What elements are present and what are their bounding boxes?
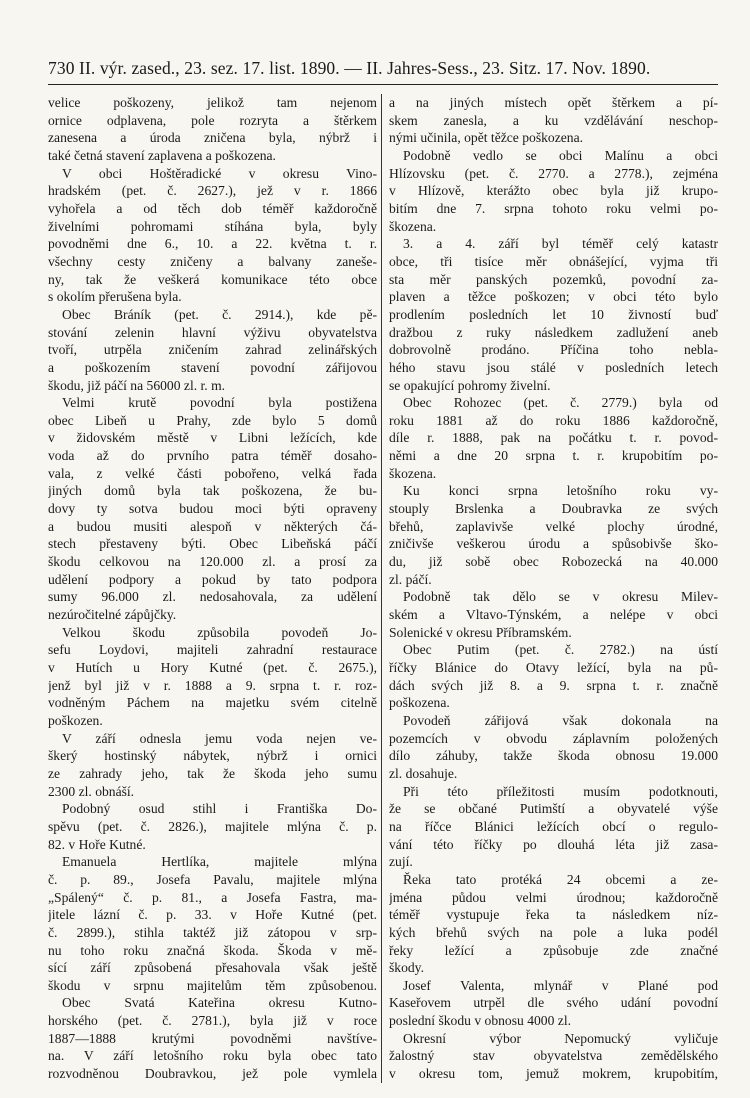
text-line: dražbou z ruky následkem zadlužení aneb [389,324,718,340]
text-line: horského (pet. č. 2781.), byla již v roce [48,1013,377,1029]
text-line: 2300 zl. obnáší. [48,783,135,799]
text-line: ornice odplavena, pole rozryta a štěrkem [48,112,377,128]
text-line: na. V září letošního roku byla obec tato [48,1048,377,1064]
text-line: pozemcích v obvodu záplavním položených [389,730,718,746]
text-line: Povodeň zářijová však dokonala na [403,712,718,728]
text-line: břehů, zaplavivše velké plochy úrodné, [389,518,718,534]
text-line: Obec Rohozec (pet. č. 2779.) byla od [403,395,718,411]
text-line: stouply Brslenka a Doubravka ze svých [389,501,718,517]
text-line: nu toho roku značná škoda. Škoda v mě- [48,942,377,958]
text-line: s okolím přerušena byla. [48,289,182,305]
text-line: č. p. 89., Josefa Pavalu, majitele mlýna [48,871,377,887]
text-line: „Spálený“ č. p. 81., a Josefa Fastra, ma- [48,889,377,905]
text-line: voda až do prvního patra téměř dosaho- [48,448,377,464]
text-line: nými učinila, opět těžce poškozena. [389,130,584,146]
text-line: vodněným Páchem na majetku svém citelně [48,695,377,711]
text-line: také četná stavení zaplavena a poškozena. [48,147,276,163]
text-line: tvoří, utrpěla zničením zahrad zelinářských [48,342,377,358]
text-line: Velmi krutě povodní byla postižena [62,395,377,411]
text-line: kých břehů svých na pole a luka podél [389,924,718,940]
text-line: du, již sobě obec Robozecká na 40.000 [389,554,718,570]
text-line: škozena. [389,465,437,481]
text-line: jména půdou velmi úrodnou; každoročně [389,889,718,905]
text-line: hradském (pet. č. 2627.), jež v r. 1866 [48,183,377,199]
text-line: roku 1881 až do roku 1886 každoročně, [389,412,718,428]
text-line: v Hutích u Hory Kutné (pet. č. 2675.), [48,660,377,675]
text-line: V obci Hoštěradické v okresu Vino- [62,165,377,181]
text-line: v židovském městě v Libni ležících, kde [48,430,377,446]
text-line: Kaseřovem utrpěl dle svého udání povodní [389,995,718,1011]
text-line: stování zelenin hlavní výživu obyvatelstva [48,324,377,340]
text-line: nezúročitelné zápůjčky. [48,607,177,623]
text-line: na říčce Blánici ležících obcí o regulo- [389,818,718,834]
text-line: vyhořela a od těch dob téměř každoročně [48,200,377,216]
text-line: a poškozením stavení povodní zářijovou [48,359,377,375]
text-line: škodu celkovou na 120.000 zl. a prosí za [48,554,377,570]
text-line: němi a dne 20 srpna t. r. krupobitím po- [389,448,718,464]
text-line: živelními pohromami stíhána byla, byly [48,218,377,234]
text-line: obce, tři tisíce měr obnášející, vyjma tři [389,253,718,269]
text-line: obec Libeň u Prahy, zde bylo 5 domů [48,412,377,428]
text-line: škozena. [389,218,437,234]
header-rule [48,84,718,85]
text-line: Hlízovsku (pet. č. 2770. a 2778.), zejména [389,165,718,181]
text-line: spěvu (pet. č. 2826.), majitele mlýna č. p. [48,818,377,834]
text-line: V září odnesla jemu voda nejen ve- [62,730,377,746]
text-line: jenž byl již v r. 1888 a 9. srpna t. r. roz- [48,677,377,693]
text-line: 1887—1888 krutými povodněmi navštíve- [48,1030,377,1046]
text-line: žalostný stav obyvatelstva zemědělského [389,1048,718,1064]
text-line: Ku konci srpna letošního roku vy- [403,483,718,499]
text-line: Podobně tak dělo se v okresu Milev- [403,589,718,605]
text-line: řeky ležící a způsobuje zde značné [389,942,718,958]
text-line: Obec Svatá Kateřina okresu Kutno- [62,995,377,1011]
text-line: jiných domů byla tak poškozena, že bu- [48,483,377,499]
text-line: udělení podpory a pokud by tato podpora [48,571,377,587]
text-line: ny, tak že veškerá komunikace této obce [48,271,377,287]
text-line: v okresu tom, jemuž mokrem, krupobitím, [389,1066,718,1082]
text-line: sefu Loydovi, majiteli zahradní restaurace [48,642,377,658]
text-line: Solenické v okresu Příbramském. [389,624,572,640]
text-line: zničivše veškerou úrodu a spůsobivše ško- [389,536,718,552]
text-line: dílo záhuby, takže škoda obnosu 19.000 [389,748,718,764]
text-line: sící září způsobená přesahovala však ještě [48,960,377,976]
text-line: rozvodněnou Doubravkou, jež pole vymlela [48,1066,377,1082]
text-line: zl. páčí. [389,571,432,587]
text-line: díle r. 1888, pak na počátku t. r. povod- [389,430,718,446]
text-line: škody. [389,960,424,976]
text-line: poškozen. [48,712,103,728]
text-line: Obec Bráník (pet. č. 2914.), kde pě- [62,306,377,322]
text-line: Řeka tato protéká 24 obcemi a ze- [403,871,718,887]
text-line: plaven a těžce poškozen; v obci této bylo [389,289,718,305]
text-line: ském a Vltavo-Týnském, a nelépe v obci [389,607,718,623]
text-line: zl. dosahuje. [389,765,458,781]
text-line: téměř vystupuje řeka ta následkem níz- [389,907,718,923]
text-line: a budou musiti alespoň v některých čá- [48,518,377,534]
text-line: Při této příležitosti musím podotknouti, [403,783,718,799]
text-line: Emanuela Hertlíka, majitele mlýna [62,854,377,870]
text-line: Podobný osud stihl i Františka Do- [62,801,377,817]
text-line: poslední škodu v obnosu 4000 zl. [389,1013,572,1029]
text-line: 82. v Hoře Kutné. [48,836,146,852]
text-line: vala, z velké části pobořeno, velká řada [48,465,377,481]
text-line: říčky Blánice do Otavy ležící, byla na pů- [389,660,718,675]
text-columns [48,94,718,1083]
text-line: Okresní výbor Nepomucký vyličuje [403,1030,718,1046]
text-line: a na jiných místech opět štěrkem a pí- [389,95,718,110]
text-line: všechny cesty zničeny a balvany zaneše- [48,253,377,269]
text-line: č. 2899.), stihla taktéž již zátopou v srp- [48,924,377,940]
text-line: hého stavu jsou stálé v posledních letech [389,359,718,375]
text-line: že se občané Putimští a obyvatelé výše [389,801,718,817]
text-line: vání této říčky po dlouhá léta již zasa- [389,836,718,852]
text-line: velice poškozeny, jelikož tam nejenom [48,95,377,110]
text-line: dovy ty sotva budou moci býti opraveny [48,501,377,517]
text-line: sumy 96.000 zl. nedosahovala, za udělení [48,589,377,605]
text-line: jitele lázní č. p. 33. v Hoře Kutné (pet. [48,907,377,923]
text-line: zanesena a úroda zničena byla, nýbrž i [48,130,377,146]
text-line: Josef Valenta, mlynář v Plané pod [403,977,718,993]
text-line: Podobně vedlo se obci Malínu a obci [403,147,718,163]
text-line: poškozena. [389,695,450,711]
text-line: sta měr panských pozemků, povodní za- [389,271,718,287]
text-line: dobrovolně prodáno. Příčina toho nebla- [389,342,718,358]
left-column [48,94,381,1083]
text-line: se opakující pohromy živelní. [389,377,551,393]
text-line: dách svých již 8. a 9. srpna t. r. značně [389,677,718,693]
text-line: stech přestaveny býti. Obec Libeňská páčí [48,536,377,552]
text-line: 3. a 4. září byl téměř celý katastr [403,236,718,252]
text-line: Obec Putim (pet. č. 2782.) na ústí [403,642,718,658]
text-line: povodněmi dne 6., 10. a 22. května t. r. [48,236,377,252]
text-line: v Hlízově, kterážto obec byla již krupo- [389,183,718,199]
text-line: prodlením posledních let 10 živností buď [389,306,718,322]
text-line: škodu v srpnu majitelům těm způsobenou. [48,977,377,993]
text-line: skem zanesla, a ku vzdělávání neschop- [389,112,718,128]
running-header: 730 II. výr. zased., 23. sez. 17. list. 1890. — II. Jahres-Sess., 23. Sitz. 17. Nov. 1890. [48,58,651,78]
text-line: škodu, již páčí na 56000 zl. r. m. [48,377,226,393]
text-line: zují. [389,854,413,870]
text-line: ze zahrady jeho, tak že škoda jeho sumu [48,765,377,781]
right-column [381,94,718,1083]
text-line: bitím dne 7. srpna tohoto roku velmi po- [389,200,718,216]
text-line: škerý hostinský nábytek, nýbrž i ornici [48,748,377,764]
text-line: Velkou škodu způsobila povodeň Jo- [62,624,377,640]
